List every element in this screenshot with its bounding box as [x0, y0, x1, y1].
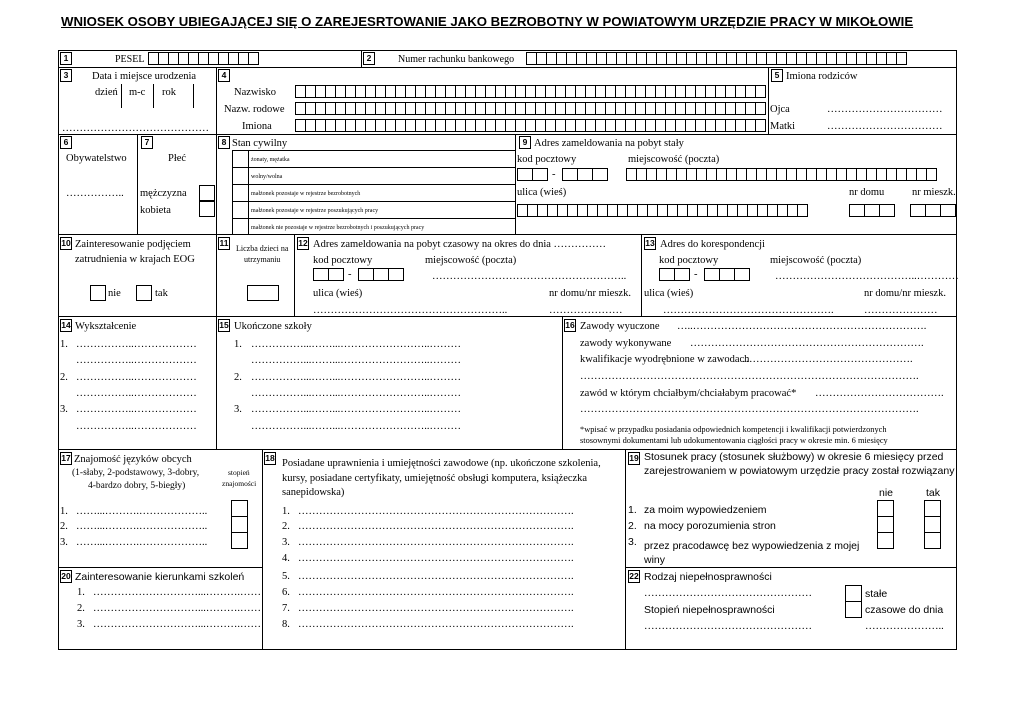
disability-permanent-checkbox[interactable]: [845, 585, 862, 602]
skill-dots[interactable]: …………………………………………………………………….: [298, 587, 574, 598]
option-number: 1.: [628, 504, 637, 516]
section-number: 19: [629, 453, 639, 463]
citizenship-dots[interactable]: ……………..: [66, 188, 124, 199]
skill-number: 8.: [282, 619, 290, 630]
skill-dots[interactable]: …………………………………………………………………….: [298, 506, 574, 517]
house-number-cells[interactable]: [849, 204, 895, 217]
disability-temporary-label: czasowe do dnia: [865, 604, 944, 616]
correspondence-address-label: Adres do korespondencji: [660, 239, 765, 250]
languages-label: Znajomość języków obcych: [74, 454, 192, 465]
zip-label: kod pocztowy: [517, 154, 577, 165]
section-number: 2: [363, 52, 375, 65]
training-dots[interactable]: …………………………...……….……: [93, 619, 261, 630]
performed-professions-label: zawody wykonywane: [580, 338, 672, 349]
skill-number: 7.: [282, 603, 290, 614]
city-cells[interactable]: [626, 168, 937, 181]
divider: [641, 234, 642, 316]
citizenship-label: Obywatelstwo: [66, 153, 127, 164]
language-dots[interactable]: ……...……….………………..: [76, 506, 208, 517]
section-number: 16: [565, 320, 575, 330]
eea-interest-label-1: Zainteresowanie podjęciem: [75, 239, 191, 250]
education-dots[interactable]: ……………..………………: [76, 404, 197, 415]
school-number: 3.: [234, 404, 242, 415]
section-number: 12: [298, 238, 308, 248]
temp-city-label: miejscowość (poczta): [425, 255, 517, 266]
temp-house-label: nr domu/nr mieszk.: [549, 288, 631, 299]
corr-zip-cells-b[interactable]: [704, 268, 750, 281]
birth-name-cells[interactable]: [295, 102, 766, 115]
divider: [562, 316, 563, 449]
employment-yes-label: tak: [926, 487, 941, 499]
temp-city-dots[interactable]: ………………………………………………..: [432, 271, 627, 282]
option-number: 2.: [628, 520, 637, 532]
eea-interest-label-2: zatrudnienia w krajach EOG: [75, 254, 195, 265]
divider: [294, 234, 295, 316]
qualifications-label: kwalifikacje wyodrębnione w zawodach: [580, 354, 750, 365]
house-number-label: nr domu: [849, 187, 885, 198]
education-dots[interactable]: ……………..………………: [76, 355, 197, 366]
schools-label: Ukończone szkoły: [234, 321, 312, 332]
language-number: 3.: [60, 537, 68, 548]
section-number: 20: [61, 571, 71, 581]
skill-dots[interactable]: …………………………………………………………………….: [298, 603, 574, 614]
permanent-address-label: Adres zameldowania na pobyt stały: [534, 138, 684, 149]
option-employer-fault-2: winy: [644, 554, 666, 566]
eea-no-label: nie: [108, 288, 121, 299]
divider: [361, 50, 362, 67]
disability-permanent-label: stałe: [865, 588, 888, 600]
divider: [58, 567, 262, 568]
children-count-label-1: Liczba dzieci na: [236, 244, 289, 253]
eea-yes-label: tak: [155, 288, 168, 299]
skill-dots[interactable]: …………………………………………………………………….: [298, 537, 574, 548]
skills-label-1: Posiadane uprawnienia i umiejętności zawodowe (np. ukończone szkolenia,: [282, 458, 601, 469]
section-number: 11: [219, 238, 229, 248]
account-number-cells[interactable]: [526, 52, 907, 65]
performed-professions-dots[interactable]: ………………………………………………………….: [690, 338, 924, 349]
desired-profession-dots[interactable]: ……………………………….: [815, 388, 944, 399]
corr-street-label: ulica (wieś): [644, 288, 694, 299]
language-dots[interactable]: ……...……….………………..: [76, 537, 208, 548]
eea-no-checkbox[interactable]: [90, 285, 106, 301]
education-number: 3.: [60, 404, 68, 415]
corr-house-dots[interactable]: …………………: [864, 305, 938, 316]
section-number: 18: [265, 453, 275, 463]
language-level-box[interactable]: [231, 500, 248, 517]
marital-row-line: [232, 167, 515, 168]
language-number: 1.: [60, 506, 68, 517]
divider: [625, 567, 957, 568]
skill-number: 6.: [282, 587, 290, 598]
training-number: 1.: [77, 587, 85, 598]
children-count-label-2: utrzymaniu: [244, 255, 281, 264]
disability-type-dots[interactable]: …………………………………………: [644, 588, 812, 599]
pesel-label: PESEL: [115, 54, 145, 65]
flat-number-cells[interactable]: [910, 204, 956, 217]
female-checkbox[interactable]: [199, 201, 215, 217]
day-label: dzień: [95, 87, 118, 98]
mother-name-dots[interactable]: ……………………………: [827, 121, 943, 132]
temporary-address-label: Adres zameldowania na pobyt czasowy na okres do dnia ……………: [313, 239, 607, 250]
corr-zip-cells-a[interactable]: [659, 268, 690, 281]
skill-dots[interactable]: …………………………………………………………………….: [298, 521, 574, 532]
school-dots[interactable]: ……………...……...……………………..………: [251, 404, 461, 415]
disability-degree-label: Stopień niepełnosprawności: [644, 604, 775, 616]
street-label: ulica (wieś): [517, 187, 567, 198]
marital-option-single: wolny/wolna: [251, 174, 283, 180]
mother-label: Matki: [770, 121, 796, 132]
section-number: 6: [60, 136, 72, 149]
pesel-cells[interactable]: [148, 52, 259, 65]
divider: [137, 134, 138, 234]
desired-profession-label: zawód w którym chciałbym/chciałabym pracować*: [580, 388, 797, 399]
training-dots[interactable]: …………………………...……….……: [93, 587, 261, 598]
section-number: 14: [61, 320, 71, 330]
marital-option-spouse-not-registered: małżonek nie pozostaje w rejestrze bezrobotnych i poszukujących pracy: [251, 225, 425, 231]
temp-zip-label: kod pocztowy: [313, 255, 373, 266]
education-dots[interactable]: ……………..………………: [76, 372, 197, 383]
school-dots[interactable]: ……………...……...……………………..………: [251, 355, 461, 366]
employment-no-checkbox[interactable]: [877, 532, 894, 549]
section-number: 22: [629, 571, 639, 581]
training-dots[interactable]: …………………………...……….……: [93, 603, 261, 614]
marital-box-left: [232, 150, 233, 234]
section-number: 5: [771, 69, 783, 82]
divider: [58, 67, 957, 68]
school-number: 1.: [234, 339, 242, 350]
form-title: WNIOSEK OSOBY UBIEGAJĄCEJ SIĘ O ZAREJESRTOWANIE JAKO BEZROBOTNY W POWIATOWYM URZĘDZIE PRACY W MIKOŁOWIE: [61, 14, 914, 29]
surname-cells[interactable]: [295, 85, 766, 98]
names-label: Imiona: [242, 121, 272, 132]
section-number: 15: [219, 320, 229, 330]
marital-row-line: [232, 201, 515, 202]
city-label: miejscowość (poczta): [628, 154, 720, 165]
employment-ended-label-2: zarejestrowaniem w powiatowym urzędzie pracy został rozwiązany: [644, 465, 955, 477]
employment-no-checkbox[interactable]: [877, 516, 894, 533]
corr-city-label: miejscowość (poczta): [770, 255, 862, 266]
education-dots[interactable]: ……………..………………: [76, 421, 197, 432]
year-label: rok: [162, 87, 176, 98]
footnote-line-2: stosownymi dokumentami lub udokumentowania ciągłości pracy w okresie min. 6 miesięcy: [580, 436, 888, 445]
qualifications-dots[interactable]: ………………………………………….: [742, 354, 913, 365]
section-number: 4: [218, 69, 230, 82]
employment-no-checkbox[interactable]: [877, 500, 894, 517]
training-number: 3.: [77, 619, 85, 630]
corr-zip-dash: -: [694, 269, 698, 280]
sex-label: Płeć: [168, 153, 187, 164]
father-label: Ojca: [770, 104, 790, 115]
language-scale-2: 4-bardzo dobry, 5-biegły): [88, 481, 186, 491]
divider: [515, 134, 516, 234]
desired-profession-dots-2[interactable]: …………………………………………………………………………………….: [580, 404, 919, 415]
birth-name-label: Nazw. rodowe: [224, 104, 285, 115]
skill-number: 1.: [282, 506, 290, 517]
section-number: 3: [60, 69, 72, 82]
skills-label-2: kursy, posiadane certyfikaty, umiejętność obsługi komputera, książeczka: [282, 473, 588, 484]
divider: [216, 67, 217, 134]
section-number: 7: [141, 136, 153, 149]
skills-label-3: sanepidowska): [282, 487, 345, 498]
option-employer-fault-1: przez pracodawcę bez wypowiedzenia z mojej: [644, 540, 860, 552]
school-dots[interactable]: ……………...……...……………………..………: [251, 421, 461, 432]
option-own-notice: za moim wypowiedzeniem: [644, 504, 767, 516]
footnote-line-1: *wpisać w przypadku posiadania odpowiednich kompetencji i kwalifikacji potwierdzonych: [580, 425, 887, 434]
school-dots[interactable]: ……………...……...……………………..………: [251, 339, 461, 350]
school-dots[interactable]: ……………...……...……………………..………: [251, 388, 461, 399]
date-separator: [193, 84, 194, 108]
father-name-dots[interactable]: ……………………………: [827, 104, 943, 115]
marital-status-label: Stan cywilny: [232, 138, 288, 149]
street-cells[interactable]: [517, 204, 808, 217]
section-number: 9: [519, 136, 531, 149]
school-dots[interactable]: ……………...……...……………………..………: [251, 372, 461, 383]
section-number: 8: [218, 136, 230, 149]
employment-ended-label-1: Stosunek pracy (stosunek służbowy) w okresie 6 miesięcy przed: [644, 451, 944, 463]
employment-yes-checkbox[interactable]: [924, 516, 941, 533]
date-separator: [153, 84, 154, 108]
birth-place-dots[interactable]: ……………………………………: [62, 123, 209, 134]
temp-zip-cells-a[interactable]: [313, 268, 344, 281]
training-number: 2.: [77, 603, 85, 614]
education-label: Wykształcenie: [75, 321, 137, 332]
language-level-box[interactable]: [231, 532, 248, 549]
divider: [58, 449, 957, 450]
language-number: 2.: [60, 521, 68, 532]
temp-street-label: ulica (wieś): [313, 288, 363, 299]
month-label: m-c: [129, 87, 146, 98]
language-level-box[interactable]: [231, 516, 248, 533]
section-number: 13: [645, 238, 655, 248]
corr-zip-label: kod pocztowy: [659, 255, 719, 266]
male-checkbox[interactable]: [199, 185, 215, 201]
option-mutual-agreement: na mocy porozumienia stron: [644, 520, 776, 532]
language-dots[interactable]: ……...……….………………..: [76, 521, 208, 532]
temp-house-dots[interactable]: …………………: [549, 305, 623, 316]
language-scale-1: (1-słaby, 2-podstawowy, 3-dobry,: [72, 468, 200, 478]
employment-no-label: nie: [879, 487, 894, 499]
learned-professions-label: Zawody wyuczone: [580, 321, 660, 332]
female-label: kobieta: [140, 205, 171, 216]
skill-dots[interactable]: …………………………………………………………………….: [298, 619, 574, 630]
divider: [768, 67, 769, 134]
marital-checkbox-column: [248, 150, 249, 234]
temp-zip-dash: -: [348, 269, 352, 280]
school-number: 2.: [234, 372, 242, 383]
option-number: 3.: [628, 536, 637, 548]
disability-temporary-checkbox[interactable]: [845, 601, 862, 618]
divider: [625, 449, 626, 650]
education-dots[interactable]: ……………..………………: [76, 388, 197, 399]
disability-type-label: Rodzaj niepełnosprawności: [644, 571, 772, 583]
marital-row-line: [232, 184, 515, 185]
birth-date-place-label: Data i miejsce urodzenia: [92, 71, 197, 82]
marital-row-line: [232, 150, 515, 151]
skill-number: 4.: [282, 553, 290, 564]
temp-street-dots[interactable]: ………………………………………………..: [313, 305, 508, 316]
zip-cells-b[interactable]: [562, 168, 608, 181]
marital-option-spouse-jobseeker: małżonek pozostaje w rejestrze poszukujących pracy: [251, 208, 379, 214]
zip-cells-a[interactable]: [517, 168, 548, 181]
learned-professions-dots[interactable]: …..………………………………………………………….: [677, 321, 927, 332]
temp-zip-cells-b[interactable]: [358, 268, 404, 281]
disability-date-dots[interactable]: …………………..: [865, 621, 944, 632]
skill-number: 3.: [282, 537, 290, 548]
employment-yes-checkbox[interactable]: [924, 500, 941, 517]
divider: [216, 134, 217, 316]
surname-label: Nazwisko: [234, 87, 276, 98]
employment-yes-checkbox[interactable]: [924, 532, 941, 549]
qualifications-dots-2[interactable]: …………………………………………………………………………………….: [580, 371, 919, 382]
divider: [262, 449, 263, 650]
divider: [58, 234, 957, 235]
divider: [216, 316, 217, 449]
language-level-label-1: stopień: [228, 468, 250, 477]
marital-option-spouse-unemployed: małżonek pozostaje w rejestrze bezrobotnych: [251, 191, 361, 197]
marital-row-line: [232, 218, 515, 219]
skill-dots[interactable]: …………………………………………………………………….: [298, 571, 574, 582]
account-number-label: Numer rachunku bankowego: [398, 54, 515, 65]
zip-dash: -: [552, 169, 556, 180]
eea-yes-checkbox[interactable]: [136, 285, 152, 301]
skill-number: 2.: [282, 521, 290, 532]
marital-option-married: żonaty, mężatka: [251, 157, 290, 163]
names-cells[interactable]: [295, 119, 766, 132]
children-count-box[interactable]: [247, 285, 279, 301]
corr-house-label: nr domu/nr mieszk.: [864, 288, 946, 299]
education-dots[interactable]: ……………..………………: [76, 339, 197, 350]
section-number: 1: [60, 52, 72, 65]
section-number: 10: [61, 238, 71, 248]
education-number: 2.: [60, 372, 68, 383]
education-number: 1.: [60, 339, 68, 350]
parents-names-label: Imiona rodziców: [786, 71, 858, 82]
training-interest-label: Zainteresowanie kierunkami szkoleń: [75, 571, 245, 583]
date-separator: [121, 84, 122, 108]
disability-degree-dots[interactable]: …………………………………………: [644, 621, 812, 632]
flat-number-label: nr mieszk.: [912, 187, 956, 198]
corr-street-dots[interactable]: ………………………………………….: [663, 305, 834, 316]
section-number: 17: [61, 453, 71, 463]
skill-dots[interactable]: …………………………………………………………………….: [298, 553, 574, 564]
skill-number: 5.: [282, 571, 290, 582]
language-level-label-2: znajomości: [222, 479, 257, 488]
corr-city-dots[interactable]: …………………………………..…………: [775, 271, 959, 282]
male-label: mężczyzna: [140, 188, 187, 199]
